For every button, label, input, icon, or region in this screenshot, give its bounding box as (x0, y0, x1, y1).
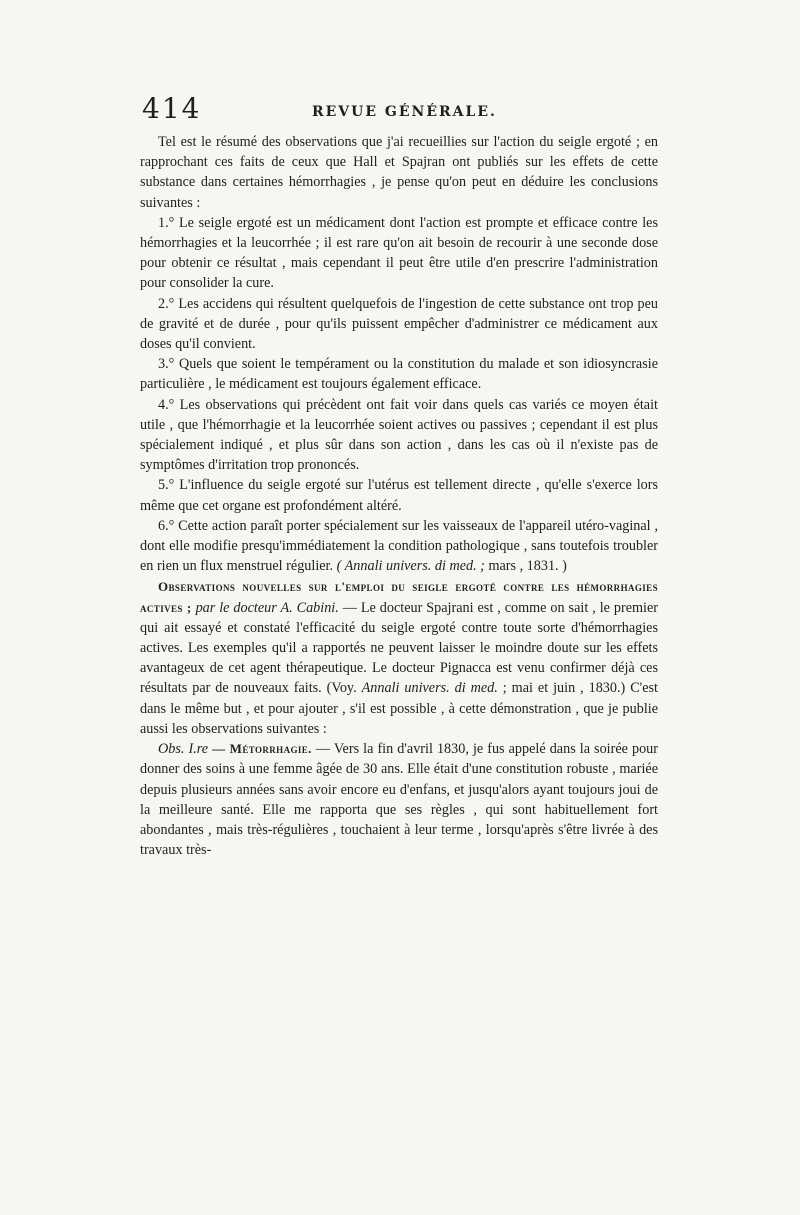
section-text-1: — Le docteur Spajrani est , comme on sait , le premier qui ait essayé et constaté l'efficacité du seigle ergoté contre toute sorte d'hémorrhagies actives. Les exemples qu'il a rapportés ne peuvent laisser le moindre doute sur les effets avantageux de cet agent thérapeutique. Le docteur Pignacca est venu confirmer déjà ces résultats par de nouveaux faits. (Voy. (140, 599, 659, 697)
conclusion-6-citation: ( Annali univers. di med. ; (336, 558, 485, 575)
observation-label: Obs. I.re (158, 741, 209, 758)
running-title: REVUE GÉNÉRALE. (312, 104, 497, 120)
page-header (142, 92, 662, 132)
conclusion-4: 4.° Les observations qui précèdent ont fait voir dans quels cas variés ce moyen était utile , que l'hémorrhagie et la leucorrhée soient actives ou passives ; cependant il est plus spécialement indiqué , et plus sûr dans son action , dans les cas où il n'existe pas de symptômes d'irritation trop prononcés. (140, 396, 658, 474)
intro-paragraph: Tel est le résumé des observations que j'ai recueillies sur l'action du seigle ergoté ; en rapprochant ces faits de ceux que Hall et Spajran ont publiés sur les effets de cette substance dans certaines hémorrhagies , je pense qu'on peut en déduire les conclusions suivantes : (140, 134, 658, 211)
conclusion-3: 3.° Quels que soient le tempérament ou la constitution du malade et son idiosyncrasie particulière , le médicament est toujours également efficace. (140, 356, 658, 393)
conclusion-1: 1.° Le seigle ergoté est un médicament dont l'action est prompte et efficace contre les hémorrhagies et la leucorrhée ; il est rare qu'on ait besoin de recourir à une seconde dose pour obtenir ce résultat , mais cependant il peut être utile d'en prescrire l'administration pour consolider la cure. (140, 214, 658, 292)
page-number: 414 (142, 92, 202, 125)
conclusion-2: 2.° Les accidens qui résultent quelquefois de l'ingestion de cette substance ont trop peu de gravité et de durée , pour qu'ils puissent empêcher d'administrer ce médicament aux doses qu'il convient. (140, 295, 658, 353)
section-byline: par le docteur A. Cabini. (195, 599, 339, 616)
observation-paragraph (140, 739, 658, 860)
conclusion-6-text: 6.° Cette action paraît porter spécialement sur les vaisseaux de l'appareil utéro-vaginal , dont elle modifie presqu'immédiatement la condition pathologique , sans toutefois troubler en rien un flux menstruel régulier. (140, 517, 658, 575)
section-paragraph (140, 577, 658, 739)
section-text-2: ; mai et juin , 1830.) C'est dans le même but , et pour ajouter , s'il est possible , à cette démonstration , que je publie aussi les observations suivantes : (140, 680, 658, 737)
section-title: Observations nouvelles sur l'emploi du seigle ergoté contre les hémorrhagies actives ; (140, 579, 658, 615)
page-body (140, 132, 658, 860)
conclusion-5: 5.° L'influence du seigle ergoté sur l'utérus est tellement directe , qu'elle s'exerce lors même que cet organe est profondément altéré. (140, 477, 658, 514)
section-citation: Annali univers. di med. (361, 680, 498, 697)
conclusion-6 (140, 516, 658, 577)
observation-title: — Métorrhagie. (212, 741, 312, 757)
observation-text: — Vers la fin d'avril 1830, je fus appelé dans la soirée pour donner des soins à une femme âgée de 30 ans. Elle était d'une constitution robuste , mariée depuis plusieurs années sans avoir encore eu d'enfans, et jusqu'alors ayant toujours joui de la meilleure santé. Elle me rapporta que ses règles , qui sont habituellement fort abondantes , mais très-régulières , touchaient à leur terme , lorsqu'après s'être livrée à des travaux très- (140, 741, 658, 859)
conclusion-6-citation-end: mars , 1831. ) (488, 558, 567, 575)
